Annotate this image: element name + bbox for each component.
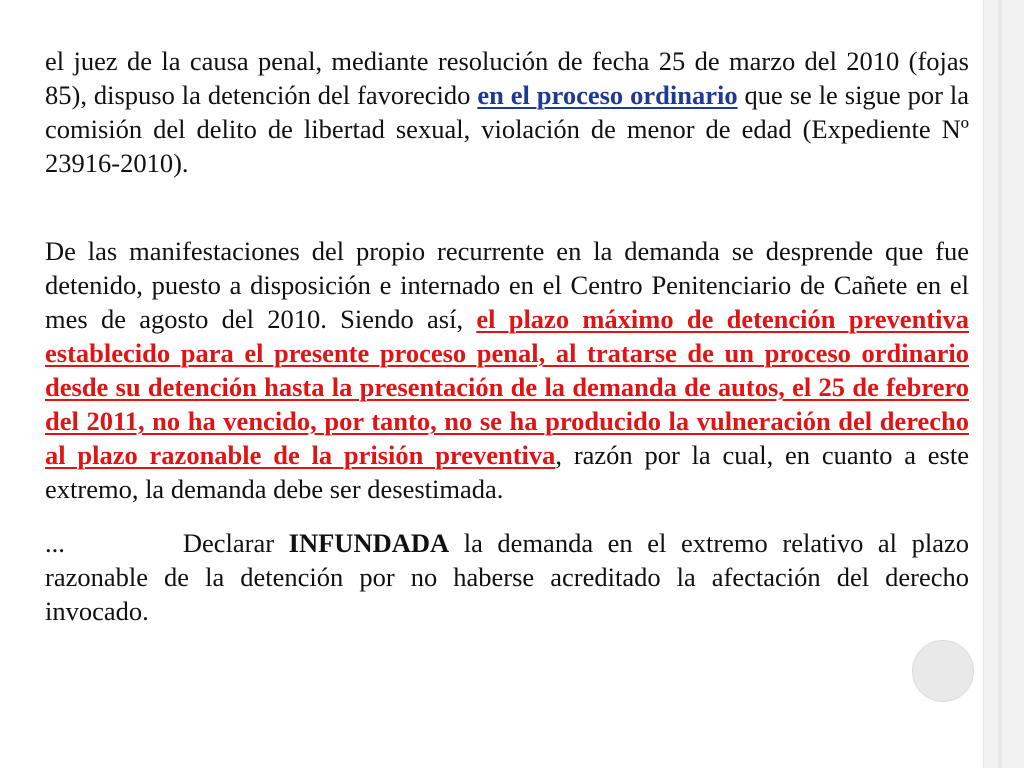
paragraph-3-bold-verdict: INFUNDADA (288, 528, 450, 558)
paragraph-1 (45, 44, 969, 180)
side-decoration-line (998, 0, 1002, 768)
circle-decoration (912, 640, 974, 702)
side-decoration-band (983, 0, 1024, 768)
paragraph-2-text-before: De las manifestaciones del propio recurrente en la demanda se desprende que fue detenido, puesto a disposición e internado en el Centro Penitenciario de Cañete en el mes de agosto del 2010. Siendo así, (45, 236, 969, 334)
paragraph-3-text-before: Declarar (182, 528, 289, 558)
paragraph-3 (45, 526, 969, 628)
paragraph-2-text-after: , razón por la cual, en cuanto a este extremo, la demanda debe ser desestimada. (45, 440, 969, 504)
paragraph-2 (45, 234, 969, 506)
paragraph-2-highlight: el plazo máximo de detención preventiva establecido para el presente proceso penal, al tratarse de un proceso ordinario desde su detención hasta la presentación de la demanda de autos, el 25 de febrero del 2011, no ha vencido, por tanto, no se ha producido la vulneración del derecho al plazo razonable de la prisión preventiva (45, 304, 969, 470)
paragraph-1-text-before: el juez de la causa penal, mediante resolución de fecha 25 de marzo del 2010 (fojas 85), dispuso la detención del favorecido (45, 46, 969, 110)
paragraph-3-ellipsis: ... (45, 528, 65, 558)
paragraph-1-text-after: que se le sigue por la comisión del delito de libertad sexual, violación de menor de edad (Expediente Nº 23916-2010). (45, 80, 969, 178)
paragraph-3-text-after: la demanda en el extremo relativo al plazo razonable de la detención por no haberse acreditado la afectación del derecho invocado. (45, 528, 970, 626)
paragraph-1-highlight: en el proceso ordinario (477, 80, 738, 110)
slide-body-text (45, 44, 969, 628)
